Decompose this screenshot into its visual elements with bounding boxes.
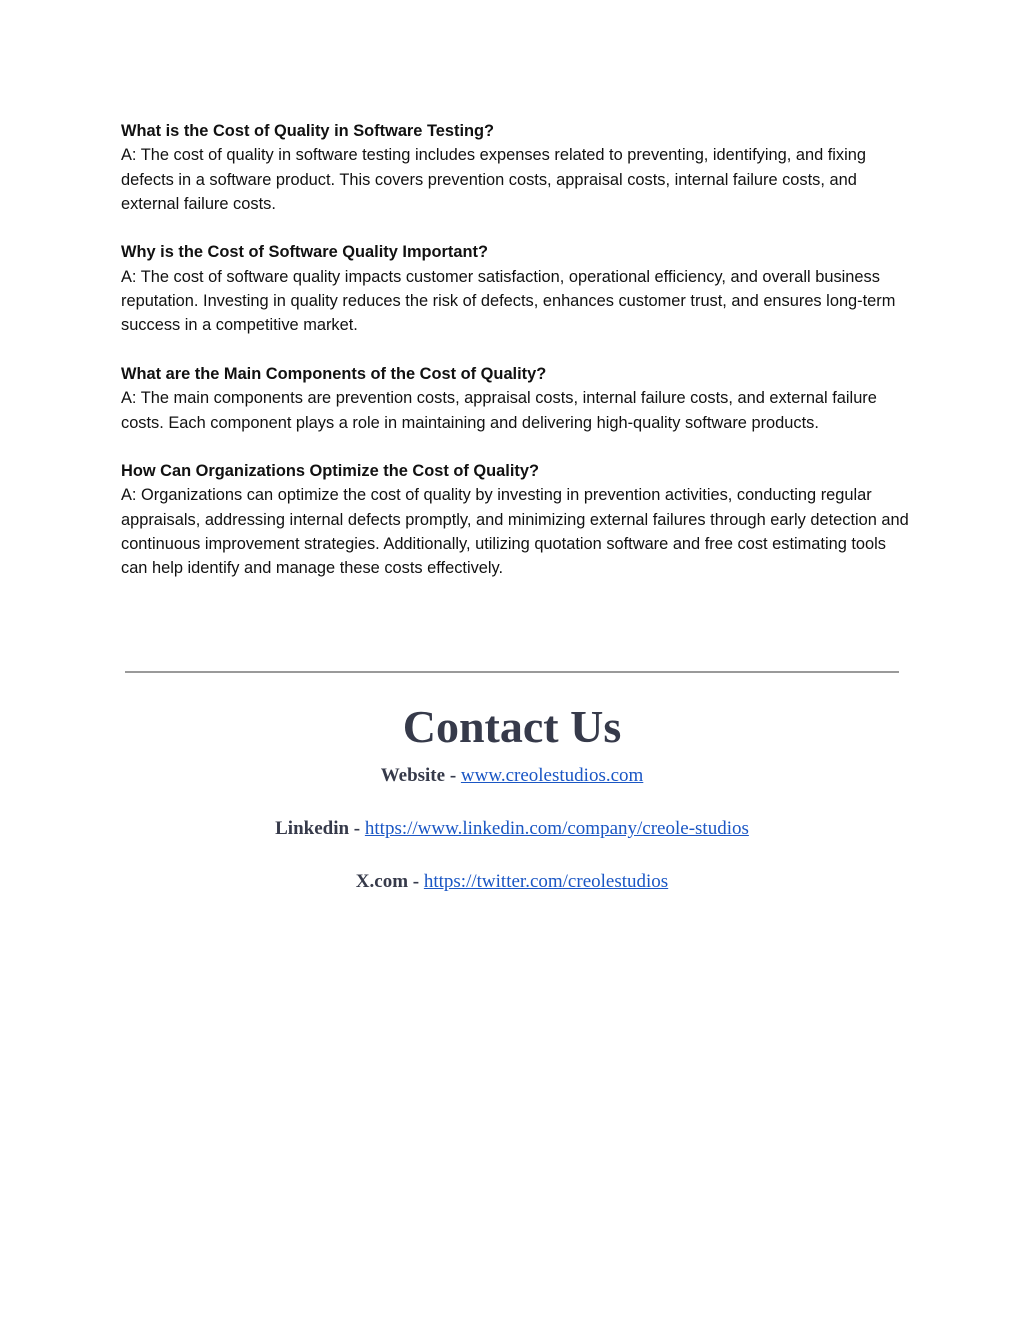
linkedin-link[interactable]: https://www.linkedin.com/company/creole-studios bbox=[364, 818, 749, 839]
section-divider bbox=[125, 671, 899, 673]
faq-question: How Can Organizations Optimize the Cost of Quality? bbox=[121, 462, 539, 481]
faq-item bbox=[121, 240, 911, 337]
linkedin-label: Linkedin - bbox=[275, 818, 365, 839]
website-label: Website - bbox=[380, 765, 461, 786]
faq-section bbox=[121, 119, 911, 605]
faq-question: What are the Main Components of the Cost of Quality? bbox=[121, 364, 547, 383]
faq-answer: A: The main components are prevention costs, appraisal costs, internal failure costs, and external failure costs. Each component plays a role in maintaining and delivering high-quality software products. bbox=[121, 389, 877, 432]
faq-question: What is the Cost of Quality in Software Testing? bbox=[121, 122, 495, 140]
faq-answer: A: Organizations can optimize the cost of quality by investing in prevention activities, conducting regular appraisals, addressing internal defects promptly, and minimizing external failures through early detection and continuous improvement strategies. Additionally, utilizing quotation software and free cost estimating tools can help identify and manage these costs effectively. bbox=[121, 486, 909, 578]
faq-item bbox=[121, 459, 911, 580]
website-link[interactable]: www.creolestudios.com bbox=[460, 765, 644, 786]
faq-answer: A: The cost of quality in software testing includes expenses related to preventing, identifying, and fixing defects in a software product. This covers prevention costs, appraisal costs, internal failure costs, and external failure costs. bbox=[121, 146, 866, 213]
contact-website-line bbox=[0, 764, 1024, 788]
xcom-label: X.com - bbox=[355, 871, 424, 892]
faq-answer: A: The cost of software quality impacts customer satisfaction, operational efficiency, and overall business reputation. Investing in quality reduces the risk of defects, enhances customer trust, and ensures long-term success in a competitive market. bbox=[121, 267, 896, 335]
faq-item bbox=[121, 362, 911, 435]
contact-section bbox=[0, 690, 1024, 894]
contact-title: Contact Us bbox=[402, 701, 622, 752]
faq-question: Why is the Cost of Software Quality Important? bbox=[121, 243, 488, 262]
xcom-link[interactable]: https://twitter.com/creolestudios bbox=[423, 871, 669, 892]
faq-item bbox=[121, 119, 911, 216]
contact-linkedin-line bbox=[0, 817, 1024, 841]
contact-xcom-line bbox=[0, 870, 1024, 894]
